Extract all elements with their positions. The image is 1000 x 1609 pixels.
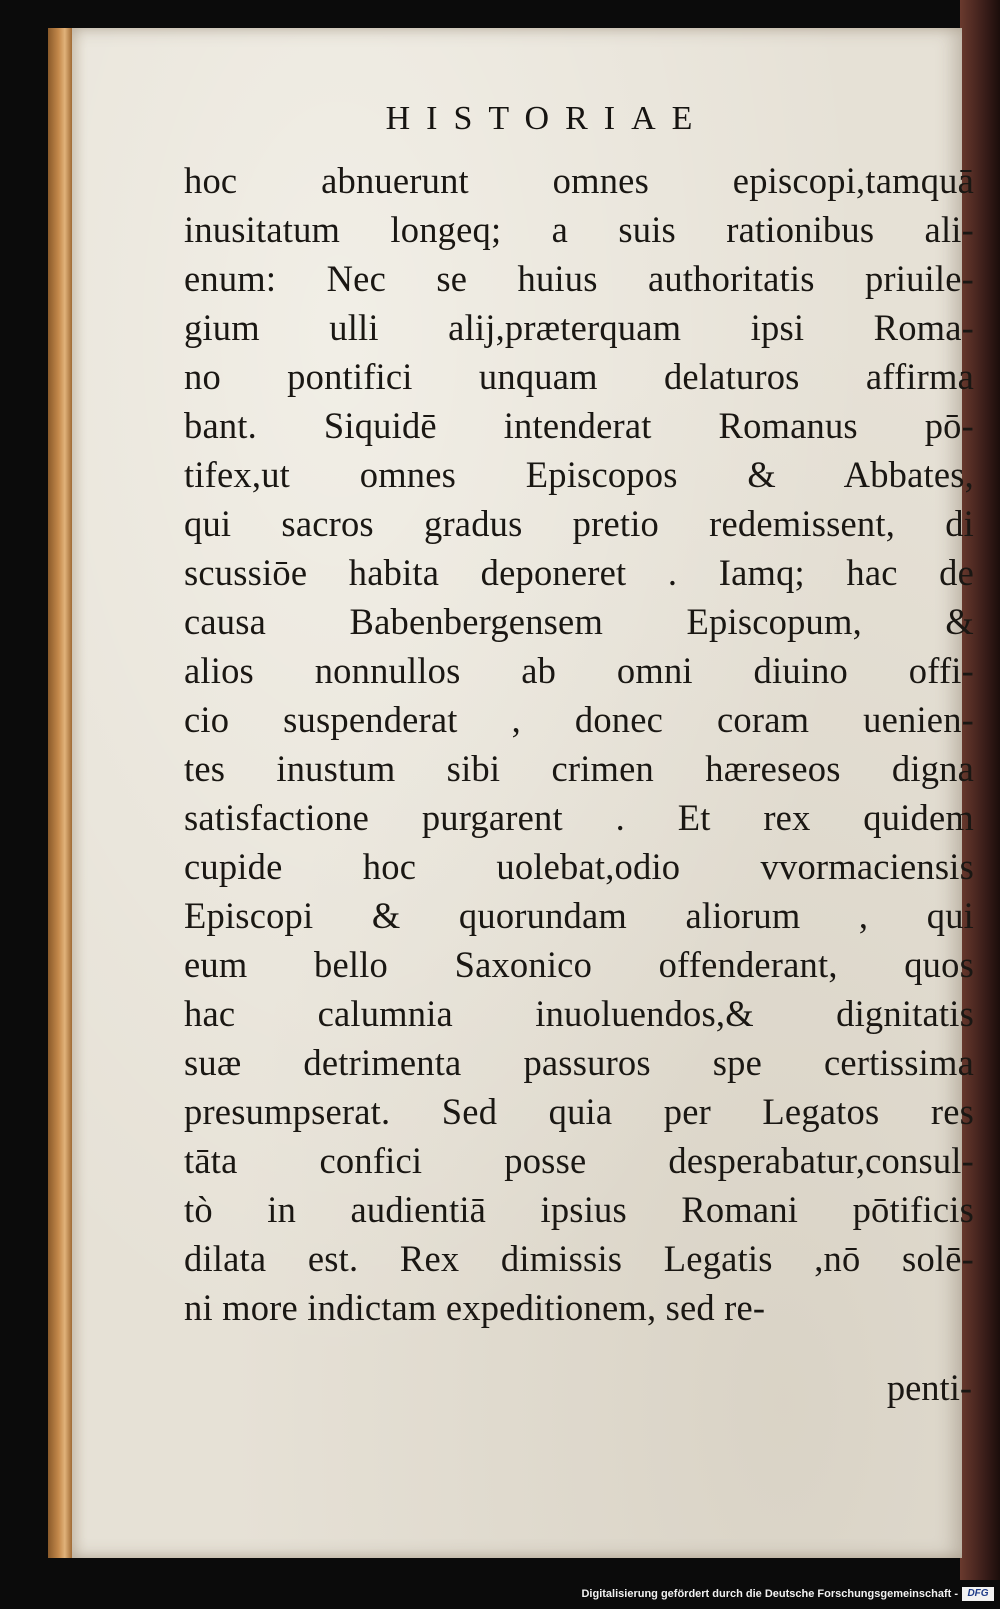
text-line: gium ulli alij,præterquam ipsi Roma-	[184, 307, 974, 348]
text-line: ni more indictam expeditionem, sed re-	[184, 1287, 766, 1328]
text-line: tò in audientiā ipsius Romani pōtificis	[184, 1189, 974, 1230]
text-line: enum: Nec se huius authoritatis priuile-	[184, 258, 974, 299]
text-line: inusitatum longeq; a suis rationibus ali-	[184, 209, 974, 250]
catchword: penti-	[886, 1367, 972, 1408]
text-line: qui sacros gradus pretio redemissent, di	[184, 503, 974, 544]
text-line: dilata est. Rex dimissis Legatis ,nō solē-	[184, 1238, 974, 1279]
page-fore-edge	[48, 28, 72, 1558]
running-head: HISTORIAE	[385, 100, 709, 137]
text-line: eum bello Saxonico offenderant, quos	[184, 944, 974, 985]
body-text	[184, 156, 974, 1332]
dfg-logo: DFG	[962, 1587, 994, 1601]
text-line: scussiōe habita deponeret . Iamq; hac de	[184, 552, 974, 593]
text-line: presumpserat. Sed quia per Legatos res	[184, 1091, 974, 1132]
book-page	[72, 28, 974, 1558]
text-line: bant. Siquidē intenderat Romanus pō-	[184, 405, 974, 446]
text-line: hac calumnia inuoluendos,& dignitatis	[184, 993, 974, 1034]
text-line: satisfactione purgarent . Et rex quidem	[184, 797, 974, 838]
text-line: Episcopi & quorundam aliorum , qui	[184, 895, 974, 936]
footer-credit: Digitalisierung gefördert durch die Deutsche Forschungsgemeinschaft -	[581, 1588, 958, 1600]
text-line: cupide hoc uolebat,odio vvormaciensis	[184, 846, 974, 887]
text-line: alios nonnullos ab omni diuino offi-	[184, 650, 974, 691]
text-line: tifex,ut omnes Episcopos & Abbates,	[184, 454, 974, 495]
text-line: cio suspenderat , donec coram uenien-	[184, 699, 974, 740]
text-line: causa Babenbergensem Episcopum, &	[184, 601, 974, 642]
text-line: hoc abnuerunt omnes episcopi,tamquā	[184, 160, 974, 201]
text-line: no pontifici unquam delaturos affirma	[184, 356, 974, 397]
text-line: suæ detrimenta passuros spe certissima	[184, 1042, 974, 1083]
text-line: tes inustum sibi crimen hæreseos digna	[184, 748, 974, 789]
text-line: tāta confici posse desperabatur,consul-	[184, 1140, 974, 1181]
